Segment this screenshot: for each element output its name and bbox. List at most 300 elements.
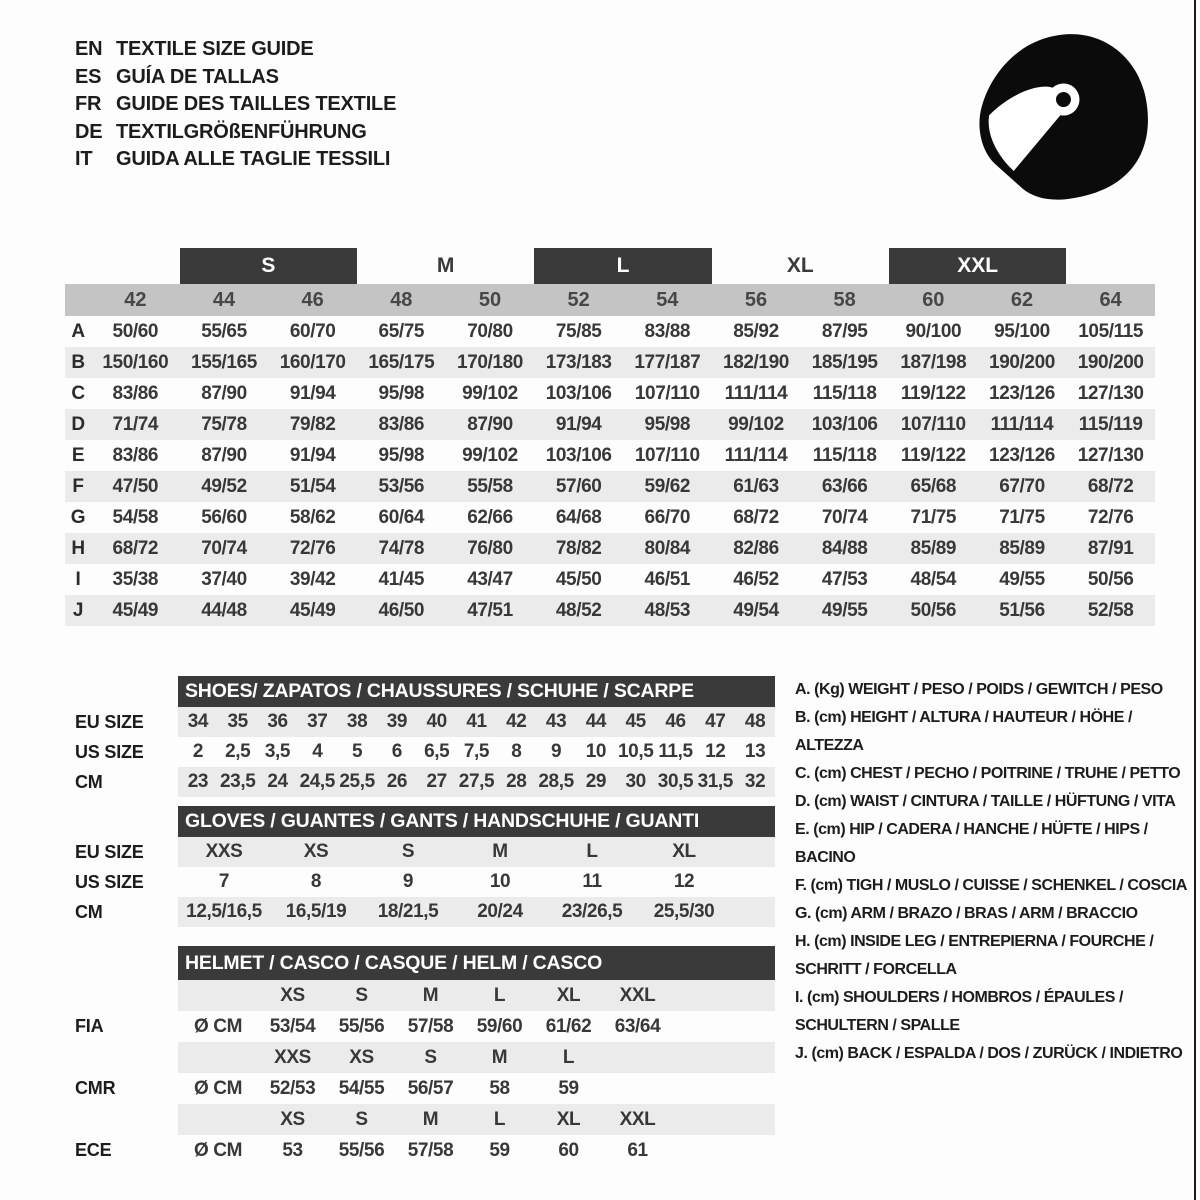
value-cell: 107/110: [634, 444, 700, 466]
helmet-cm-values: [178, 1135, 775, 1166]
value-cell: 99/102: [462, 444, 518, 466]
size-value-cell: 27,5: [458, 771, 495, 792]
size-value-cell: 35: [227, 711, 248, 732]
racing-helmet-icon: [972, 25, 1150, 205]
helmet-value-cell: 52/53: [269, 1077, 316, 1099]
helmet-size-cell: M: [491, 1046, 508, 1068]
size-value-cell: 7,5: [463, 741, 490, 762]
shoes-section-header: SHOES/ ZAPATOS / CHAUSSURES / SCHUHE / SCARPE: [178, 676, 775, 707]
value-cell: 59/62: [644, 475, 691, 497]
value-cell: 95/98: [644, 413, 691, 435]
row-letter: B: [71, 351, 85, 373]
gloves-row-eu-size: [75, 837, 777, 867]
size-value-cell: 20/24: [477, 901, 523, 922]
helmet-size-cell: XL: [556, 984, 581, 1006]
value-cell: 46/52: [733, 568, 779, 590]
value-cell: 115/118: [812, 444, 877, 466]
helmet-value-cell: 57/58: [407, 1139, 454, 1161]
value-cell: 65/68: [910, 475, 957, 497]
value-cell: 45/50: [555, 568, 602, 590]
helmet-size-cell: S: [355, 1108, 368, 1130]
size-value-cell: 5: [352, 741, 363, 762]
gloves-size-section: [75, 806, 777, 927]
value-cell: 103/106: [545, 444, 612, 466]
value-cell: 79/82: [289, 413, 336, 435]
size-value-cell: 41: [466, 711, 487, 732]
value-cell: 107/110: [634, 382, 700, 404]
value-cell: 190/200: [1077, 351, 1144, 373]
value-cell: 82/86: [733, 537, 779, 559]
numeric-size-cell: 58: [833, 288, 856, 311]
value-cell: 99/102: [462, 382, 518, 404]
size-value-cell: 3,5: [264, 741, 291, 762]
value-cell: 39/42: [289, 568, 336, 590]
value-cell: 66/70: [644, 506, 691, 528]
helmet-sizes-row-cmr: [75, 1042, 777, 1073]
value-cell: 49/55: [999, 568, 1045, 590]
value-cell: 50/60: [112, 320, 159, 342]
language-label: GUÍA DE TALLAS: [116, 65, 279, 88]
size-value-cell: 4: [312, 741, 323, 762]
value-cell: 35/38: [112, 568, 159, 590]
value-cell: 91/94: [289, 444, 336, 466]
value-cell: 70/74: [821, 506, 868, 528]
size-group-S: S: [180, 248, 357, 284]
helmet-value-cell: 60: [558, 1139, 579, 1161]
helmet-size-cell: L: [562, 1046, 575, 1068]
size-value-cell: XS: [303, 841, 329, 862]
row-label-eu-size: EU SIZE: [75, 841, 144, 862]
numeric-size-cell: 46: [301, 288, 324, 311]
size-value-cell: 39: [386, 711, 408, 732]
helmet-size-cell: M: [422, 1108, 439, 1130]
language-row: [75, 146, 396, 174]
row-label-spacer: [75, 1042, 178, 1073]
size-value-cell: 2,5: [225, 741, 251, 762]
value-cell: 57/60: [555, 475, 602, 497]
size-value-cell: 9: [402, 871, 414, 892]
helmet-value-cell: 53: [282, 1139, 303, 1161]
value-cell: 111/114: [724, 444, 788, 466]
legend-item-F: F. (cm) TIGH / MUSLO / CUISSE / SCHENKEL / COSCIA: [795, 877, 1187, 894]
legend-item-A: A. (Kg) WEIGHT / PESO / POIDS / GEWITCH / PESO: [795, 681, 1163, 698]
size-value-cell: 31,5: [697, 771, 733, 792]
row-label-cm: CM: [75, 901, 103, 922]
value-cell: 115/118: [812, 382, 877, 404]
gloves-row-us-size: [75, 867, 777, 897]
size-value-cell: 34: [187, 711, 209, 732]
size-value-cell: 10,5: [618, 741, 654, 762]
size-value-cell: 37: [307, 711, 328, 732]
row-label-eu-size: EU SIZE: [75, 711, 144, 732]
value-cell: 91/94: [289, 382, 336, 404]
value-cell: 87/90: [467, 413, 513, 435]
helmet-size-cell: L: [493, 1108, 506, 1130]
row-label-spacer: [75, 980, 178, 1011]
value-cell: 87/90: [201, 382, 247, 404]
value-cell: 68/72: [1087, 475, 1134, 497]
helmet-value-cell: 58: [489, 1077, 510, 1099]
value-cell: 68/72: [733, 506, 779, 528]
helmet-size-cell: XS: [280, 984, 305, 1006]
value-cell: 56/60: [201, 506, 247, 528]
size-value-cell: 46: [665, 711, 686, 732]
size-group-XXL: XXL: [889, 248, 1066, 284]
size-value-cell: 40: [426, 711, 447, 732]
shoes-row-cm: [75, 767, 777, 797]
measurement-row-I: [65, 564, 1155, 595]
value-cell: 185/195: [811, 351, 878, 373]
helmet-size-cell: XXL: [619, 984, 656, 1006]
numeric-size-cell: 52: [567, 288, 590, 311]
legend-item-J: J. (cm) BACK / ESPALDA / DOS / ZURÜCK / INDIETRO: [795, 1045, 1183, 1062]
numeric-size-cell: 44: [212, 288, 236, 311]
value-cell: 71/75: [999, 506, 1045, 528]
value-cell: 71/75: [910, 506, 957, 528]
shoes-size-section: [75, 676, 777, 797]
size-value-cell: S: [401, 841, 415, 862]
size-value-cell: 11,5: [658, 741, 693, 762]
legend-item-D: D. (cm) WAIST / CINTURA / TAILLE / HÜFTUNG / VITA: [795, 793, 1176, 810]
value-cell: 49/52: [201, 475, 247, 497]
numeric-size-cell: 60: [922, 288, 945, 311]
helmet-size-cell: L: [493, 984, 506, 1006]
size-value-cell: 30,5: [657, 771, 694, 792]
helmet-sizes-row-ece: [75, 1104, 777, 1135]
size-value-cell: 24,5: [299, 771, 335, 792]
value-cell: 111/114: [724, 382, 788, 404]
helmet-value-cell: 59: [489, 1139, 510, 1161]
value-cell: 74/78: [378, 537, 425, 559]
size-value-cell: 30: [625, 771, 646, 792]
size-group-M: M: [436, 254, 455, 277]
value-cell: 84/88: [821, 537, 868, 559]
size-value-cell: 32: [744, 771, 766, 792]
value-cell: 105/115: [1078, 320, 1144, 342]
size-value-cell: 38: [346, 711, 368, 732]
size-group-header-row: [65, 248, 1155, 284]
size-value-cell: 48: [744, 711, 766, 732]
gloves-values-row: [178, 867, 775, 897]
helmet-section-header: HELMET / CASCO / CASQUE / HELM / CASCO: [178, 946, 775, 980]
numeric-size-cell: 56: [744, 288, 768, 311]
value-cell: 67/70: [999, 475, 1045, 497]
value-cell: 75/85: [555, 320, 602, 342]
row-letter: H: [71, 537, 85, 559]
value-cell: 61/63: [733, 475, 779, 497]
value-cell: 62/66: [467, 506, 513, 528]
value-cell: 187/198: [900, 351, 967, 373]
size-value-cell: XL: [672, 841, 696, 862]
size-value-cell: 25,5: [339, 771, 375, 792]
language-row: [75, 64, 396, 92]
value-cell: 107/110: [900, 413, 966, 435]
size-value-cell: 12,5/16,5: [186, 901, 262, 922]
value-cell: 155/165: [191, 351, 257, 373]
value-cell: 70/80: [467, 320, 513, 342]
size-value-cell: 43: [545, 711, 567, 732]
legend-item-B: B. (cm) HEIGHT / ALTURA / HAUTEUR / HÖHE / ALTEZZA: [795, 709, 1132, 754]
size-value-cell: 6,5: [424, 741, 450, 762]
shoes-row-eu-size: [75, 707, 777, 737]
gloves-row-cm: [75, 897, 777, 927]
value-cell: 43/47: [467, 568, 513, 590]
row-letter: C: [71, 382, 85, 404]
value-cell: 72/76: [1087, 506, 1134, 528]
value-cell: 99/102: [728, 413, 784, 435]
value-cell: 150/160: [102, 351, 169, 373]
gloves-values-row: [178, 837, 775, 867]
value-cell: 49/55: [821, 599, 868, 621]
size-value-cell: 2: [192, 741, 203, 762]
numeric-size-cell: 54: [656, 288, 679, 311]
language-code: FR: [75, 93, 102, 116]
numeric-size-cell: 50: [478, 288, 502, 311]
value-cell: 47/50: [112, 475, 159, 497]
value-cell: 44/48: [201, 599, 247, 621]
size-value-cell: 10: [585, 741, 607, 762]
helmet-value-cell: 55/56: [338, 1139, 385, 1161]
value-cell: 70/74: [201, 537, 247, 559]
value-cell: 95/98: [378, 444, 425, 466]
value-cell: 41/45: [378, 568, 425, 590]
measurement-row-E: [65, 440, 1155, 471]
shoes-values-row: [178, 737, 775, 767]
legend-item-E: E. (cm) HIP / CADERA / HANCHE / HÜFTE / HIPS / BACINO: [795, 821, 1148, 866]
helmet-size-section: [75, 946, 777, 1166]
size-value-cell: 23: [187, 771, 209, 792]
value-cell: 177/187: [634, 351, 701, 373]
helmet-value-cell: 59/60: [476, 1015, 523, 1037]
size-value-cell: M: [492, 841, 508, 862]
helmet-cm-values: [178, 1011, 775, 1042]
size-value-cell: 26: [386, 771, 408, 792]
helmet-sizes-row-fia: [75, 980, 777, 1011]
size-value-cell: 45: [625, 711, 646, 732]
helmet-sizes-values: [178, 980, 775, 1011]
value-cell: 170/180: [457, 351, 523, 373]
helmet-sizes-values: [178, 1104, 775, 1135]
size-value-cell: 16,5/19: [285, 901, 347, 922]
size-value-cell: 8: [310, 871, 322, 892]
language-label: TEXTILE SIZE GUIDE: [116, 38, 314, 61]
helmet-size-cell: S: [355, 984, 368, 1006]
row-label-us-size: US SIZE: [75, 871, 144, 892]
numeric-size-cell: 62: [1010, 288, 1034, 311]
language-label: GUIDE DES TAILLES TEXTILE: [116, 93, 397, 116]
value-cell: 54/58: [112, 506, 159, 528]
value-cell: 95/100: [994, 320, 1050, 342]
row-letter: J: [72, 599, 84, 621]
value-cell: 47/53: [821, 568, 868, 590]
helmet-size-cell: M: [422, 984, 439, 1006]
measurement-row-G: [65, 502, 1155, 533]
value-cell: 75/78: [201, 413, 247, 435]
value-cell: 85/92: [733, 320, 779, 342]
helmet-value-cell: 55/56: [338, 1015, 385, 1037]
row-label-us-size: US SIZE: [75, 741, 144, 762]
size-value-cell: 42: [506, 711, 527, 732]
row-label-cmr: CMR: [75, 1078, 116, 1098]
value-cell: 52/58: [1087, 599, 1134, 621]
helmet-sizes-values: [178, 1042, 775, 1073]
legend-item-C: C. (cm) CHEST / PECHO / POITRINE / TRUHE / PETTO: [795, 765, 1181, 782]
value-cell: 76/80: [467, 537, 513, 559]
legend-item-G: G. (cm) ARM / BRAZO / BRAS / ARM / BRACCIO: [795, 905, 1138, 922]
value-cell: 190/200: [989, 351, 1055, 373]
row-label-spacer: [75, 1104, 178, 1135]
value-cell: 64/68: [555, 506, 602, 528]
size-value-cell: 10: [489, 871, 511, 892]
numeric-size-header-row: [65, 284, 1155, 316]
helmet-size-cell: S: [424, 1046, 437, 1068]
helmet-size-cell: XS: [280, 1108, 305, 1130]
value-cell: 48/52: [555, 599, 602, 621]
size-value-cell: 36: [267, 711, 288, 732]
row-letter: D: [71, 413, 85, 435]
value-cell: 55/65: [201, 320, 247, 342]
value-cell: 165/175: [368, 351, 435, 373]
value-cell: 95/98: [378, 382, 425, 404]
helmet-size-cell: XXS: [274, 1046, 311, 1068]
helmet-values-row-ece: [75, 1135, 777, 1166]
measurement-row-H: [65, 533, 1155, 564]
value-cell: 51/54: [289, 475, 336, 497]
helmet-value-cell: 53/54: [269, 1015, 316, 1037]
size-group-XL: XL: [786, 254, 814, 277]
size-value-cell: 28,5: [538, 771, 574, 792]
value-cell: 48/54: [910, 568, 957, 590]
size-value-cell: 23,5: [220, 771, 256, 792]
helmet-size-cell: XXL: [619, 1108, 656, 1130]
row-label-ece: ECE: [75, 1140, 112, 1160]
gloves-values-row: [178, 897, 775, 927]
size-value-cell: 29: [585, 771, 607, 792]
size-value-cell: 9: [551, 741, 562, 762]
value-cell: 60/70: [289, 320, 336, 342]
value-cell: 91/94: [555, 413, 602, 435]
size-group-L: L: [534, 248, 711, 284]
helmet-value-cell: 63/64: [614, 1015, 661, 1037]
language-title-block: [75, 36, 396, 174]
size-value-cell: 18/21,5: [377, 901, 439, 922]
value-cell: 58/62: [289, 506, 336, 528]
value-cell: 46/51: [644, 568, 691, 590]
value-cell: 71/74: [112, 413, 159, 435]
helmet-value-cell: 57/58: [407, 1015, 454, 1037]
language-row: [75, 36, 396, 64]
row-letter: E: [71, 444, 85, 466]
value-cell: 37/40: [201, 568, 247, 590]
helmet-values-row-fia: [75, 1011, 777, 1042]
page-edge-line: [1194, 0, 1196, 1200]
size-value-cell: 47: [705, 711, 726, 732]
value-cell: 46/50: [378, 599, 425, 621]
size-value-cell: 6: [391, 741, 402, 762]
measurement-row-D: [65, 409, 1155, 440]
diameter-unit-cell: Ø CM: [193, 1139, 242, 1161]
size-value-cell: 23/26,5: [561, 901, 623, 922]
textile-size-table: [65, 248, 1155, 626]
size-value-cell: XXS: [205, 841, 243, 862]
value-cell: 83/86: [112, 444, 159, 466]
value-cell: 51/56: [999, 599, 1045, 621]
value-cell: 45/49: [289, 599, 336, 621]
row-letter: F: [72, 475, 84, 497]
value-cell: 72/76: [289, 537, 336, 559]
value-cell: 87/91: [1087, 537, 1134, 559]
value-cell: 50/56: [910, 599, 957, 621]
value-cell: 53/56: [378, 475, 425, 497]
shoes-values-row: [178, 707, 775, 737]
size-value-cell: 7: [218, 871, 230, 892]
size-value-cell: 25,5/30: [653, 901, 715, 922]
diameter-unit-cell: Ø CM: [193, 1077, 242, 1099]
helmet-value-cell: 54/55: [338, 1077, 385, 1099]
language-code: IT: [75, 148, 93, 171]
row-letter: A: [71, 320, 85, 342]
value-cell: 85/89: [999, 537, 1045, 559]
helmet-value-cell: 61: [627, 1139, 648, 1161]
size-value-cell: 27: [426, 771, 447, 792]
value-cell: 173/183: [545, 351, 612, 373]
language-code: ES: [75, 65, 102, 88]
row-letter: G: [70, 506, 86, 528]
value-cell: 119/122: [900, 444, 966, 466]
value-cell: 63/66: [821, 475, 868, 497]
helmet-value-cell: 56/57: [407, 1077, 454, 1099]
language-row: [75, 119, 396, 147]
size-value-cell: 12: [705, 741, 726, 762]
value-cell: 50/56: [1087, 568, 1134, 590]
helmet-value-cell: 59: [558, 1077, 579, 1099]
numeric-size-cell: 48: [390, 288, 413, 311]
value-cell: 103/106: [811, 413, 878, 435]
value-cell: 55/58: [467, 475, 513, 497]
language-label: TEXTILGRÖßENFÜHRUNG: [116, 120, 367, 143]
language-code: DE: [75, 120, 103, 143]
value-cell: 123/126: [989, 382, 1055, 404]
shoes-values-row: [178, 767, 775, 797]
size-value-cell: 28: [506, 771, 527, 792]
value-cell: 123/126: [989, 444, 1055, 466]
size-value-cell: 13: [744, 741, 766, 762]
diameter-unit-cell: Ø CM: [193, 1015, 242, 1037]
gloves-section-header: GLOVES / GUANTES / GANTS / HANDSCHUHE / GUANTI: [178, 806, 775, 837]
size-value-cell: 44: [585, 711, 607, 732]
value-cell: 83/86: [112, 382, 159, 404]
legend-item-H: H. (cm) INSIDE LEG / ENTREPIERNA / FOURCHE / SCHRITT / FORCELLA: [795, 933, 1154, 978]
measurement-row-F: [65, 471, 1155, 502]
size-value-cell: 8: [511, 741, 522, 762]
language-row: [75, 91, 396, 119]
size-value-cell: 11: [582, 871, 602, 892]
value-cell: 65/75: [378, 320, 425, 342]
helmet-cm-values: [178, 1073, 775, 1104]
row-label-fia: FIA: [75, 1016, 104, 1036]
value-cell: 49/54: [733, 599, 779, 621]
numeric-size-cell: 42: [124, 288, 147, 311]
value-cell: 127/130: [1077, 444, 1144, 466]
helmet-size-cell: XS: [349, 1046, 374, 1068]
measurement-row-C: [65, 378, 1155, 409]
value-cell: 87/90: [201, 444, 247, 466]
measurement-legend: [795, 676, 1195, 1068]
helmet-value-cell: 61/62: [545, 1015, 592, 1037]
value-cell: 119/122: [900, 382, 966, 404]
row-label-cm: CM: [75, 771, 103, 792]
language-code: EN: [75, 38, 103, 61]
